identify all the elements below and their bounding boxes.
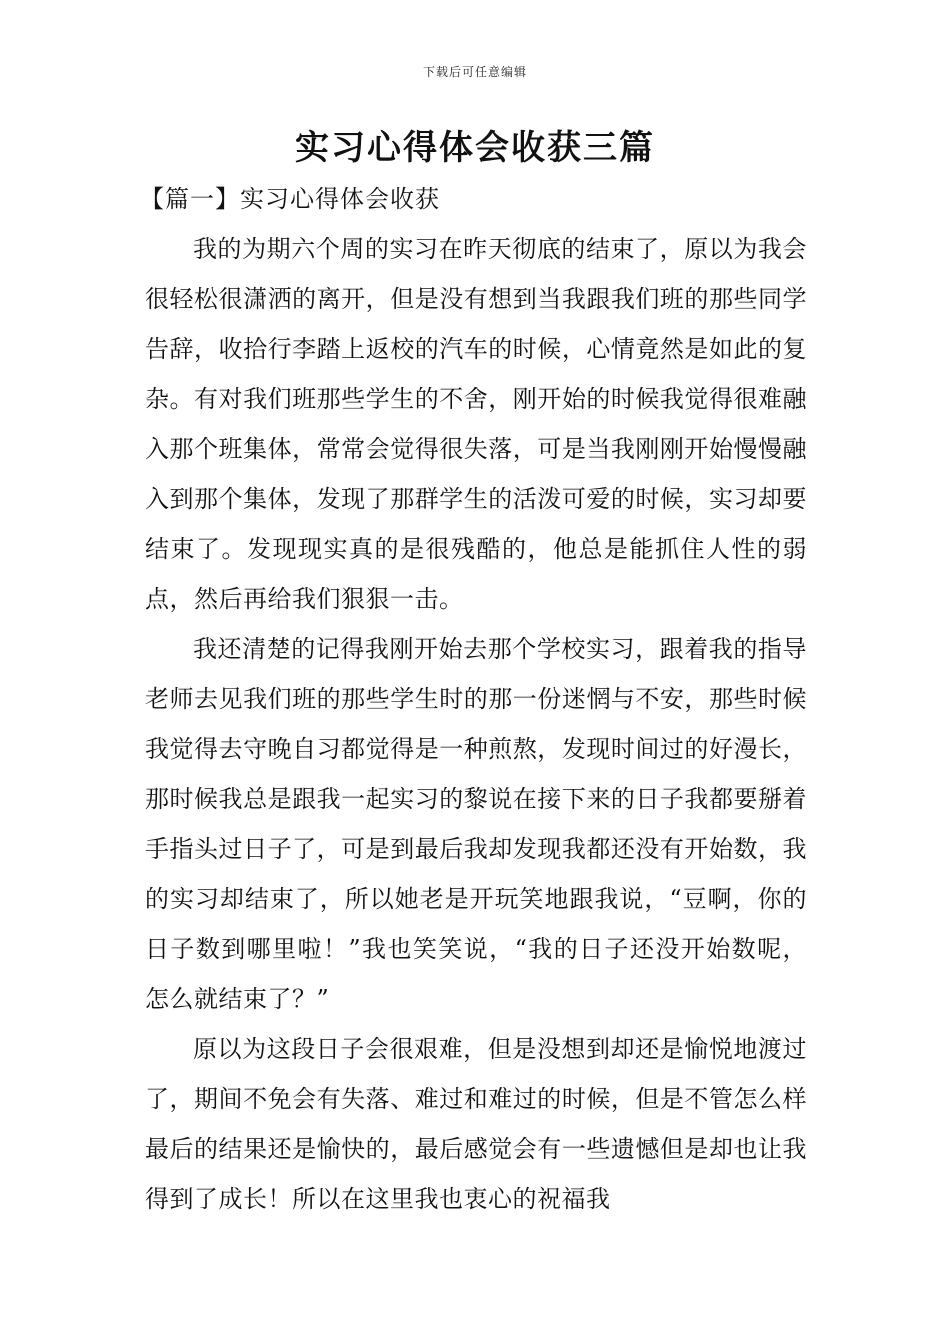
document-title: 实习心得体会收获三篇 — [295, 128, 655, 168]
header-note: 下载后可任意编辑 — [422, 65, 527, 79]
paragraph-1: 我的为期六个周的实习在昨天彻底的结束了，原以为我会很轻松很潇洒的离开，但是没有想到当我跟我们班的那些同学告辞，收拾行李踏上返校的汽车的时候，心情竟然是如此的复杂。有对我们班那些学生的不舍，刚开始的时候我觉得很难融入那个班集体，常常会觉得很失落，可是当我刚刚开始慢慢融入到那个集体，发现了那群学生的活泼可爱的时候，实习却要结束了。发现现实真的是很残酷的，他总是能抓住人性的弱点，然后再给我们狠狠一击。 — [145, 235, 807, 613]
paragraph-2: 我还清楚的记得我刚开始去那个学校实习，跟着我的指导老师去见我们班的那些学生时的那一份迷惘与不安，那些时候我觉得去守晚自习都觉得是一种煎熬，发现时间过的好漫长，那时候我总是跟我一起实习的黎说在接下来的日子我都要掰着手指头过日子了，可是到最后我却发现我都还没有开始数，我的实习却结束了，所以她老是开玩笑地跟我说，“豆啊，你的日子数到哪里啦！”我也笑笑说，“我的日子还没开始数呢，怎么就结束了？” — [145, 635, 807, 1013]
paragraph-3: 原以为这段日子会很艰难，但是没想到却还是愉悦地渡过了，期间不免会有失落、难过和难过的时候，但是不管怎么样最后的结果还是愉快的，最后感觉会有一些遗憾但是却也让我得到了成长！所以在这里我也衷心的祝福我 — [145, 1035, 807, 1213]
section-heading: 【篇一】实习心得体会收获 — [140, 185, 440, 213]
document-body — [145, 224, 807, 1224]
